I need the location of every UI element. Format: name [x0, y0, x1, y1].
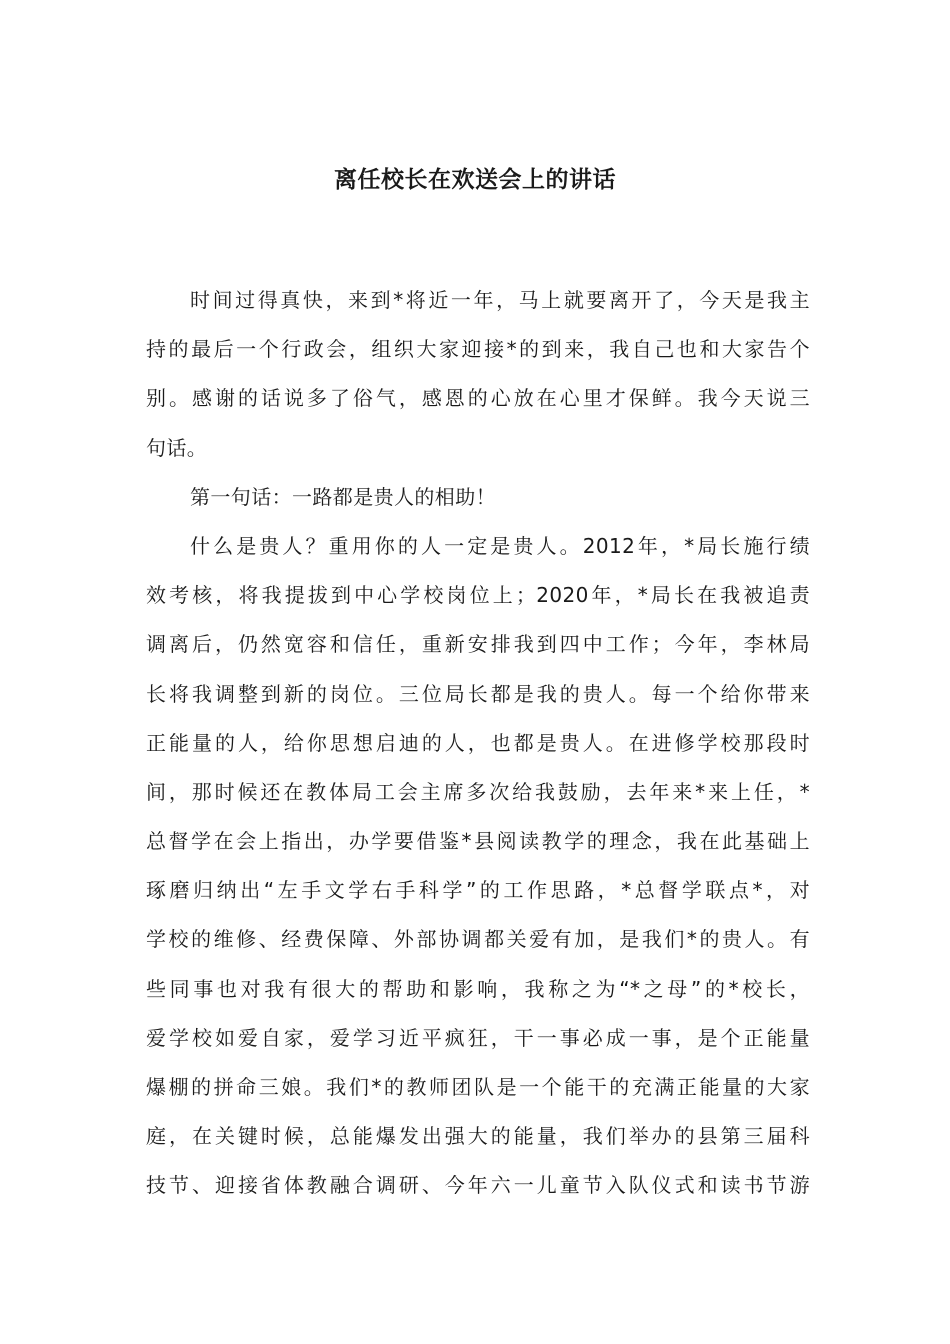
paragraph-3-line-4: 长将我调整到新的岗位。三位局长都是我的贵人。每一个给你带来	[146, 681, 810, 706]
document-body	[146, 276, 810, 1211]
paragraph-3-line-7: 总督学在会上指出，办学要借鉴*县阅读教学的理念，我在此基础上	[146, 829, 810, 854]
paragraph-3-line-3: 调离后，仍然宽容和信任，重新安排我到四中工作；今年，李林局	[146, 632, 810, 657]
paragraph-3-line-13: 庭，在关键时候，总能爆发出强大的能量，我们举办的县第三届科	[146, 1124, 810, 1149]
paragraph-3-line-5: 正能量的人，给你思想启迪的人，也都是贵人。在进修学校那段时	[146, 730, 810, 755]
paragraph-3-line-2: 效考核，将我提拔到中心学校岗位上；2020年，*局长在我被追责	[146, 583, 810, 608]
paragraph-3-line-11: 爱学校如爱自家，爱学习近平疯狂，干一事必成一事，是个正能量	[146, 1025, 810, 1050]
paragraph-3-line-1: 什么是贵人？重用你的人一定是贵人。2012年，*局长施行绩	[190, 533, 810, 558]
paragraph-3-line-12: 爆棚的拼命三娘。我们*的教师团队是一个能干的充满正能量的大家	[146, 1075, 810, 1099]
paragraph-3-line-9: 学校的维修、经费保障、外部协调都关爱有加，是我们*的贵人。有	[146, 927, 810, 952]
paragraph-3-line-10: 些同事也对我有很大的帮助和影响，我称之为“*之母”的*校长，	[146, 976, 810, 1001]
paragraph-1-line-4: 句话。	[146, 435, 208, 460]
paragraph-1-line-3: 别。感谢的话说多了俗气，感恩的心放在心里才保鲜。我今天说三	[146, 386, 810, 411]
paragraph-3-line-6: 间，那时候还在教体局工会主席多次给我鼓励，去年来*来上任，*	[146, 779, 810, 804]
paragraph-1-line-2: 持的最后一个行政会，组织大家迎接*的到来，我自己也和大家告个	[146, 337, 810, 362]
paragraph-1-line-1: 时间过得真快，来到*将近一年，马上就要离开了，今天是我主	[190, 288, 810, 312]
document-title: 离任校长在欢送会上的讲话	[334, 167, 616, 193]
paragraph-2-heading: 第一句话：一路都是贵人的相助！	[190, 484, 496, 509]
paragraph-3-line-14: 技节、迎接省体教融合调研、今年六一儿童节入队仪式和读书节游	[146, 1173, 810, 1198]
paragraph-3-line-8: 琢磨归纳出“左手文学右手科学”的工作思路，*总督学联点*，对	[146, 878, 810, 903]
